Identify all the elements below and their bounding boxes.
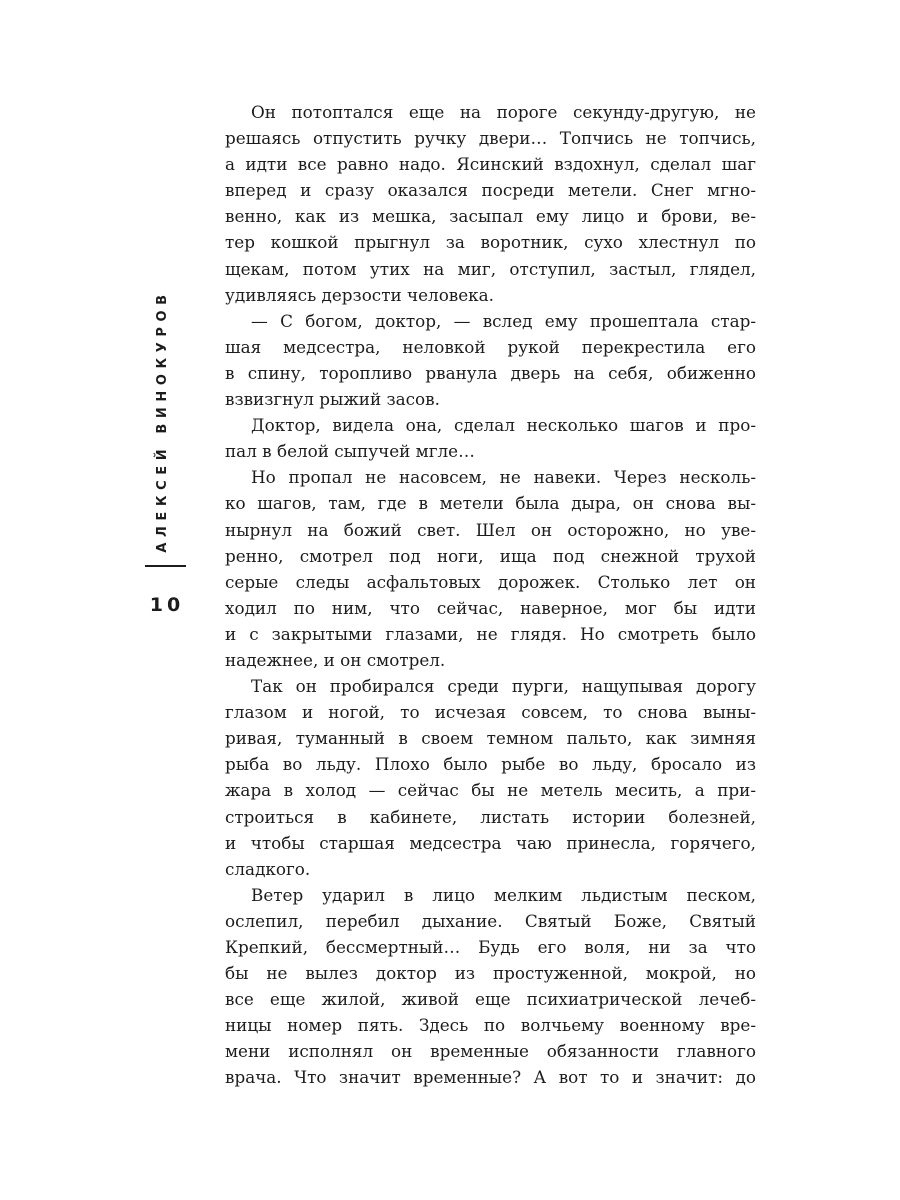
text-line: бы не вылез доктор из простуженной, мокрой, но <box>225 963 756 984</box>
text-line: в спину, торопливо рванула дверь на себя, обиженно <box>225 362 756 383</box>
text-line: серые следы асфальтовых дорожек. Столько лет он <box>225 571 756 592</box>
text-line: Доктор, видела она, сделал несколько шагов и про- <box>251 415 756 436</box>
text-line: щекам, потом утих на миг, отступил, застыл, глядел, <box>225 258 756 279</box>
text-line: удивляясь дерзости человека. <box>225 284 494 305</box>
text-line: решаясь отпустить ручку двери… Топчись не топчись, <box>225 128 756 149</box>
paragraph <box>225 464 756 673</box>
text-line: шая медсестра, неловкой рукой перекрестила его <box>225 336 756 357</box>
paragraph <box>225 99 756 308</box>
text-line: а идти все равно надо. Ясинский вздохнул, сделал шаг <box>225 154 756 175</box>
text-line: ходил по ним, что сейчас, наверное, мог бы идти <box>225 597 756 618</box>
text-line: нырнул на божий свет. Шел он осторожно, но уве- <box>225 519 756 540</box>
text-line: Но пропал не насовсем, не навеки. Через несколь- <box>251 467 756 488</box>
text-line: ницы номер пять. Здесь по волчьему военному вре- <box>225 1015 756 1036</box>
text-line: тер кошкой прыгнул за воротник, сухо хлестнул по <box>225 232 756 253</box>
text-line: и с закрытыми глазами, не глядя. Но смотреть было <box>225 623 756 644</box>
text-line: глазом и ногой, то исчезая совсем, то снова выны- <box>225 702 756 723</box>
text-line: ривая, туманный в своем темном пальто, как зимняя <box>225 728 756 749</box>
text-line: — С богом, доктор, — вслед ему прошептала стар- <box>251 310 756 331</box>
text-line: врача. Что значит временные? А вот то и значит: до <box>225 1067 756 1088</box>
text-line: Ветер ударил в лицо мелким льдистым песком, <box>251 884 756 905</box>
text-line: ослепил, перебил дыхание. Святый Боже, Святый <box>225 910 756 931</box>
text-line: надежнее, и он смотрел. <box>225 649 446 670</box>
header-divider <box>145 565 186 567</box>
text-line: вперед и сразу оказался посреди метели. Снег мгно- <box>225 180 756 201</box>
text-line: и чтобы старшая медсестра чаю принесла, горячего, <box>225 832 756 853</box>
text-line: жара в холод — сейчас бы не метель месить, а при- <box>225 780 756 801</box>
text-line: мени исполнял он временные обязанности главного <box>225 1041 756 1062</box>
text-line: ренно, смотрел под ноги, ища под снежной трухой <box>225 545 756 566</box>
text-line: ко шагов, там, где в метели была дыра, он снова вы- <box>225 493 756 514</box>
text-line: пал в белой сыпучей мгле… <box>225 441 475 462</box>
text-line: Он потоптался еще на пороге секунду-другую, не <box>251 102 756 122</box>
text-line: Так он пробирался среди пурги, нащупывая дорогу <box>251 676 756 697</box>
paragraph <box>225 673 756 882</box>
body-text <box>225 99 756 1091</box>
text-line: рыба во льду. Плохо было рыбе во льду, бросало из <box>225 754 756 775</box>
text-line: сладкого. <box>225 858 311 879</box>
text-line: строиться в кабинете, листать истории болезней, <box>225 806 756 827</box>
paragraph <box>225 882 756 1091</box>
page-number: 10 <box>149 594 185 616</box>
running-header-author: АЛЕКСЕЙ ВИНОКУРОВ <box>155 289 170 553</box>
text-line: все еще жилой, живой еще психиатрической лечеб- <box>225 989 756 1010</box>
paragraph <box>225 308 756 412</box>
text-line: взвизгнул рыжий засов. <box>225 389 440 410</box>
paragraph <box>225 412 756 464</box>
text-line: Крепкий, бессмертный… Будь его воля, ни за что <box>225 937 756 957</box>
text-line: венно, как из мешка, засыпал ему лицо и брови, ве- <box>225 206 756 227</box>
